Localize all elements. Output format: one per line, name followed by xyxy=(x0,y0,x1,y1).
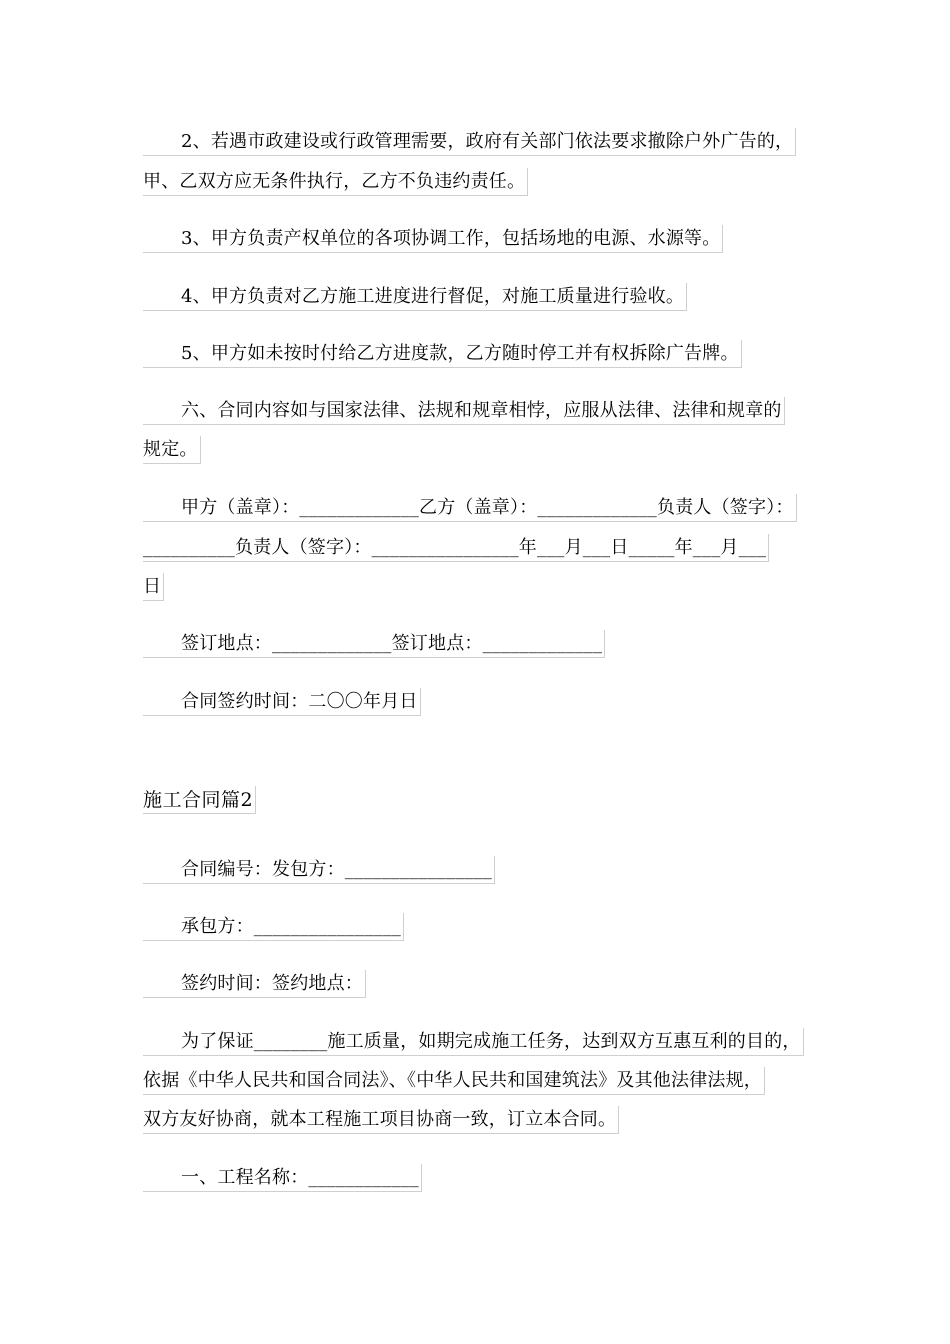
signing-time-line: 合同签约时间：二〇〇年月日 xyxy=(143,688,421,716)
clause-2-line-1: 2、若遇市政建设或行政管理需要，政府有关部门依法要求撤除户外广告的， xyxy=(143,128,796,156)
contractor-line: 承包方：________________ xyxy=(143,913,404,941)
signature-line-1: 甲方（盖章）：_____________乙方（盖章）：_____________负责人（签字）： xyxy=(143,494,797,522)
signature-line-2: __________负责人（签字）：________________年___月___日_____年___月___ xyxy=(143,534,769,562)
purpose-line-1: 为了保证________施工质量，如期完成施工任务，达到双方互惠互利的目的， xyxy=(143,1028,804,1056)
clause-3-line: 3、甲方负责产权单位的各项协调工作，包括场地的电源、水源等。 xyxy=(143,225,723,253)
signing-info-line: 签约时间：签约地点： xyxy=(143,970,366,998)
clause-4-line: 4、甲方负责对乙方施工进度进行督促，对施工质量进行验收。 xyxy=(143,283,687,311)
clause-5-line: 5、甲方如未按时付给乙方进度款，乙方随时停工并有权拆除广告牌。 xyxy=(143,340,742,368)
purpose-line-3: 双方友好协商，就本工程施工项目协商一致，订立本合同。 xyxy=(143,1106,619,1134)
signing-place-line: 签订地点：_____________签订地点：_____________ xyxy=(143,630,605,658)
section-6-line-2: 规定。 xyxy=(143,436,201,464)
section-heading: 施工合同篇2 xyxy=(143,786,256,814)
contract-number-line: 合同编号：发包方：________________ xyxy=(143,856,495,884)
signature-line-3: 日 xyxy=(143,573,164,601)
purpose-line-2: 依据《中华人民共和国合同法》、《中华人民共和国建筑法》及其他法律法规， xyxy=(143,1067,765,1095)
section-6-line-1: 六、合同内容如与国家法律、法规和规章相悖，应服从法律、法律和规章的 xyxy=(143,397,785,425)
project-name-line: 一、工程名称：____________ xyxy=(143,1164,422,1192)
clause-2-line-2: 甲、乙双方应无条件执行，乙方不负违约责任。 xyxy=(143,168,528,196)
